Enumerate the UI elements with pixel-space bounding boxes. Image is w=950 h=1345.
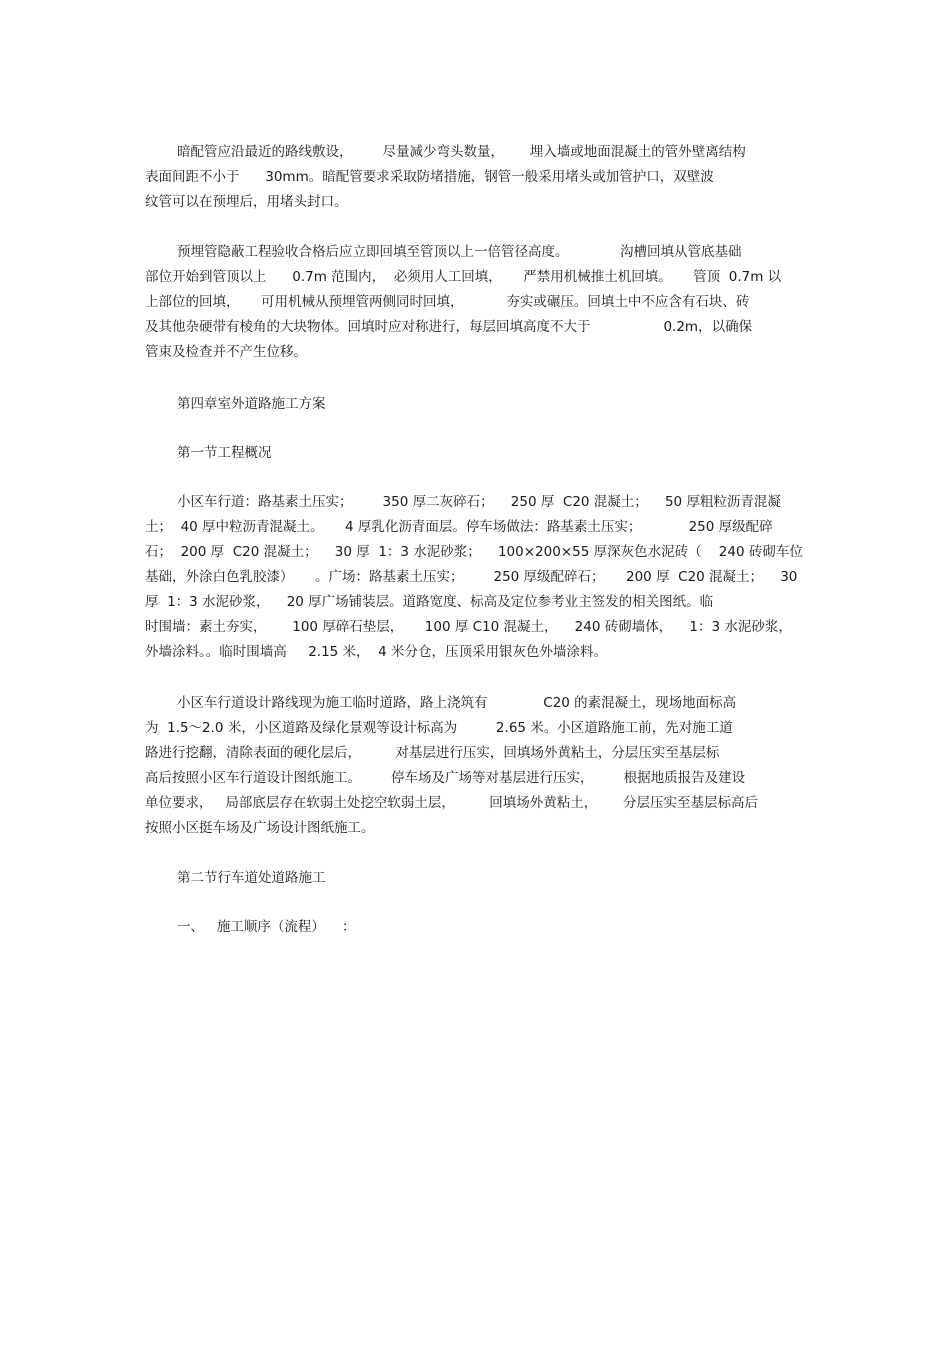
text-line: 厚 1：3 水泥砂浆， 20 厚广场铺装层。道路宽度、标高及定位参考业主签发的相关图纸。临 (145, 594, 714, 610)
text-line: 表面间距不小于 30mm。暗配管要求采取防堵措施，钢管一般采用堵头或加管护口，双壁波 (145, 169, 714, 185)
text-line: 上部位的回填， 可用机械从预埋管两侧同时回填， 夯实或碾压。回填土中不应含有石块、砖 (145, 294, 750, 310)
text-line: 石； 200 厚 C20 混凝土； 30 厚 1：3 水泥砂浆； 100×200×55 厚深灰色水泥砖（ 240 砖砌车位 (145, 544, 803, 560)
text-line: 外墙涂料。。临时围墙高 2.15 米， 4 米分仓，压顶采用银灰色外墙涂料。 (145, 644, 608, 660)
subsection-heading (145, 915, 815, 940)
section-heading (145, 441, 815, 466)
text-line: 按照小区挺车场及广场设计图纸施工。 (145, 820, 375, 836)
text-line: 土； 40 厚中粒沥青混凝土。 4 厚乳化沥青面层。停车场做法：路基素土压实； 250 厚级配碎 (145, 519, 773, 535)
text-line: 管束及检查并不产生位移。 (145, 344, 307, 360)
paragraph-road-design (145, 691, 815, 841)
text-line: 路进行挖翻，清除表面的硬化层后， 对基层进行压实，回填场外黄粘土，分层压实至基层标 (145, 745, 720, 761)
text-line: 及其他杂硬带有棱角的大块物体。回填时应对称进行，每层回填高度不大于 0.2m，以确保 (145, 319, 753, 335)
text-line: 单位要求， 局部底层存在软弱土处挖空软弱土层， 回填场外黄粘土， 分层压实至基层标高后 (145, 795, 758, 811)
text-line: 纹管可以在预埋后，用堵头封口。 (145, 194, 348, 210)
paragraph-project-overview (145, 490, 815, 665)
text-line: 暗配管应沿最近的路线敷设， 尽量减少弯头数量， 埋入墙或地面混凝土的管外壁离结构 (177, 144, 746, 160)
text-line: 高后按照小区车行道设计图纸施工。 停车场及广场等对基层进行压实， 根据地质报告及建设 (145, 770, 746, 786)
paragraph-backfill (145, 240, 815, 365)
section-title: 第二节行车道处道路施工 (177, 870, 326, 886)
section-heading (145, 866, 815, 891)
text-line: 基础，外涂白色乳胶漆） 。广场：路基素土压实； 250 厚级配碎石； 200 厚 C20 混凝土； 30 (145, 569, 798, 585)
text-line: 预埋管隐蔽工程验收合格后应立即回填至管顶以上一倍管径高度。 沟槽回填从管底基础 (177, 244, 742, 260)
paragraph-conduit-laying (145, 140, 815, 215)
text-line: 小区车行道：路基素土压实； 350 厚二灰碎石； 250 厚 C20 混凝土； 50 厚粗粒沥青混凝 (177, 494, 781, 510)
text-line: 为 1.5～2.0 米，小区道路及绿化景观等设计标高为 2.65 米。小区道路施工前，先对施工道 (145, 720, 733, 736)
section-title: 第一节工程概况 (177, 445, 272, 461)
chapter-title: 第四章室外道路施工方案 (177, 396, 326, 412)
text-line: 时围墙：素土夯实， 100 厚碎石垫层， 100 厚 C10 混凝土， 240 砖砌墙体， 1：3 水泥砂浆， (145, 619, 792, 635)
text-line: 小区车行道设计路线现为施工临时道路，路上浇筑有 C20 的素混凝土，现场地面标高 (177, 695, 737, 711)
chapter-heading (145, 392, 815, 417)
text-line: 部位开始到管顶以上 0.7m 范围内， 必须用人工回填， 严禁用机械推土机回填。 管顶 0.7m 以 (145, 269, 782, 285)
subsection-title: 一、 施工顺序（流程） ： (177, 919, 356, 935)
